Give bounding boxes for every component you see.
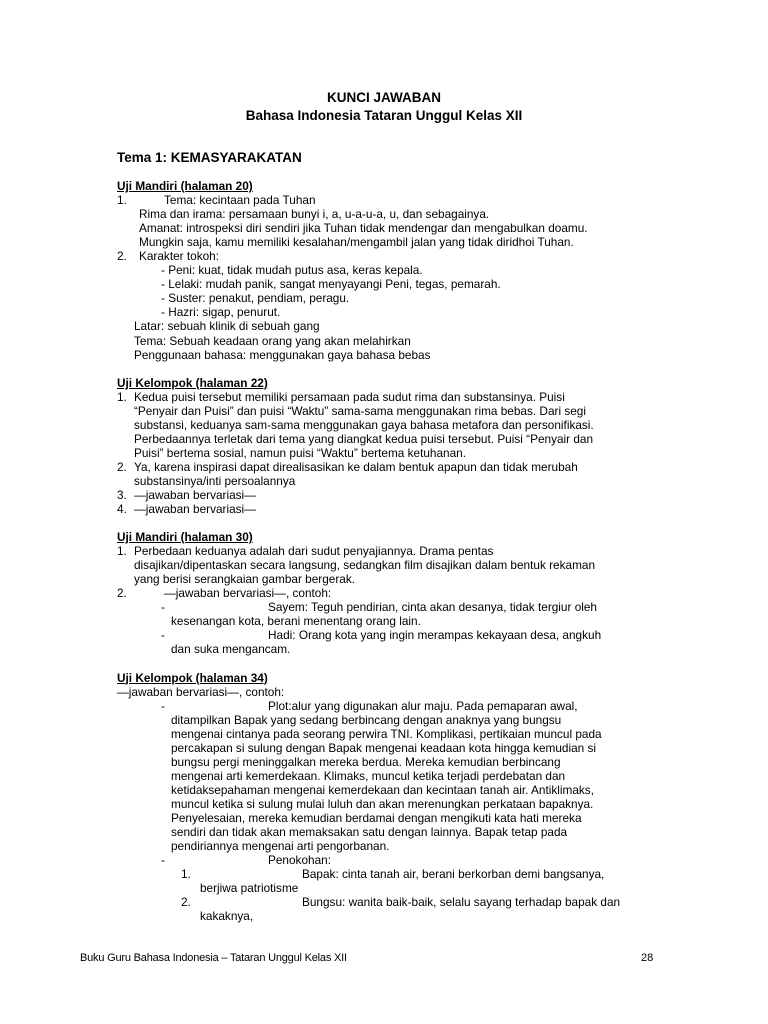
footer-book-title: Buku Guru Bahasa Indonesia – Tataran Unggul Kelas XII bbox=[80, 952, 347, 964]
text-line: Latar: sebuah klinik di sebuah gang bbox=[134, 319, 320, 334]
text-line: disajikan/dipentaskan secara langsung, sedangkan film disajikan dalam bentuk rekaman bbox=[134, 558, 596, 573]
text-line: “Penyair dan Puisi” dan puisi “Waktu” sama-sama menggunakan rima bebas. Dari segi bbox=[134, 403, 586, 418]
text-span: Karakter tokoh: bbox=[139, 249, 219, 264]
section-heading: Uji Kelompok (halaman 34) bbox=[117, 670, 268, 685]
text-line: mengenai arti kemerdekaan. Klimaks, muncul ketika terjadi perdebatan dan bbox=[171, 768, 566, 783]
section-heading: Uji Mandiri (halaman 20) bbox=[117, 179, 253, 193]
text-line: ditampilkan Bapak yang sedang berbincang dengan anaknya yang bungsu bbox=[171, 712, 562, 727]
section-heading: Uji Kelompok (halaman 22) bbox=[117, 375, 268, 390]
text-line: Mungkin saja, kamu memiliki kesalahan/mengambil jalan yang tidak diridhoi Tuhan. bbox=[139, 235, 574, 250]
text-line: yang berisi serangkaian gambar bergerak. bbox=[134, 572, 355, 587]
text-line: substansinya/inti persoalannya bbox=[134, 473, 296, 488]
text-line: —jawaban bervariasi—, contoh: bbox=[117, 684, 285, 699]
text-line: - Suster: penakut, pendiam, peragu. bbox=[161, 291, 350, 306]
text-span: Ya, karena inspirasi dapat direalisasikan ke dalam bentuk apapun dan tidak merubah bbox=[134, 459, 578, 474]
text-span: Kedua puisi tersebut memiliki persamaan pada sudut rima dan substansinya. Puisi bbox=[134, 389, 565, 404]
document-body bbox=[117, 179, 677, 923]
text-line bbox=[117, 460, 677, 474]
text-line bbox=[117, 502, 677, 516]
list-dash: - bbox=[161, 853, 165, 868]
text-line: percakapan si sulung dengan Bapak mengenai keadaan kota hingga kemudian si bbox=[171, 740, 596, 755]
list-number: 2. bbox=[181, 895, 191, 910]
list-dash: - bbox=[161, 628, 165, 643]
section-heading: Uji Mandiri (halaman 30) bbox=[117, 530, 253, 545]
text-line: muncul ketika si sulung mulai luluh dan akan merenungkan perkataan bapaknya. bbox=[171, 796, 594, 811]
text-line: Puisi” bertema sosial, namun puisi “Waktu” bertema ketuhanan. bbox=[134, 445, 466, 460]
list-number: 2. bbox=[117, 249, 127, 264]
list-number: 3. bbox=[117, 487, 127, 502]
list-number: 1. bbox=[181, 867, 191, 882]
document-title: KUNCI JAWABAN bbox=[326, 90, 441, 105]
text-span: —jawaban bervariasi— bbox=[134, 487, 256, 502]
text-span: Bungsu: wanita baik-baik, selalu sayang terhadap bapak dan bbox=[302, 895, 621, 910]
text-line: - Peni: kuat, tidak mudah putus asa, keras kepala. bbox=[161, 263, 423, 278]
text-line bbox=[117, 895, 677, 909]
text-line: pendiriannya mengenai arti pengorbanan. bbox=[171, 839, 390, 854]
text-line: sendiri dan tidak akan memaksakan satu dengan lainnya. Bapak tetap pada bbox=[171, 825, 568, 840]
text-line: Penyelesaian, mereka kemudian berdamai dengan mengikuti kata hati mereka bbox=[171, 810, 582, 825]
document-subtitle: Bahasa Indonesia Tataran Unggul Kelas XII bbox=[245, 108, 523, 123]
text-line: bungsu pergi meninggalkan mereka berdua. Mereka kemudian berbincang bbox=[171, 754, 561, 769]
list-number: 1. bbox=[117, 544, 127, 559]
text-span: Penokohan: bbox=[268, 853, 331, 868]
text-line bbox=[117, 544, 677, 558]
text-line: Rima dan irama: persamaan bunyi i, a, u-a-u-a, u, dan sebagainya. bbox=[139, 207, 490, 222]
text-line bbox=[117, 853, 677, 867]
list-number: 2. bbox=[117, 459, 127, 474]
text-span: Hadi: Orang kota yang ingin merampas kekayaan desa, angkuh bbox=[268, 628, 602, 643]
text-line: mengenai cintanya pada seorang perwira TNI. Komplikasi, pertikaian muncul pada bbox=[171, 726, 602, 741]
text-line: - Lelaki: mudah panik, sangat menyayangi Peni, tegas, pemarah. bbox=[161, 277, 501, 292]
text-line: - Hazri: sigap, penurut. bbox=[161, 305, 281, 320]
text-line: dan suka mengancam. bbox=[171, 642, 291, 657]
text-line: berjiwa patriotisme bbox=[200, 881, 299, 896]
list-number: 1. bbox=[117, 193, 127, 208]
text-line: kakaknya, bbox=[200, 909, 254, 924]
text-span: Plot:alur yang digunakan alur maju. Pada pemaparan awal, bbox=[268, 698, 578, 713]
text-line: ketidaksepahaman mengenai kemerdekaan dan kecintaan tanah air. Antiklimaks, bbox=[171, 782, 594, 797]
list-dash: - bbox=[161, 600, 165, 615]
text-line bbox=[117, 586, 677, 600]
text-line bbox=[117, 193, 677, 207]
text-span: Tema: kecintaan pada Tuhan bbox=[164, 193, 316, 208]
text-line: Tema: Sebuah keadaan orang yang akan melahirkan bbox=[134, 333, 411, 348]
text-line bbox=[117, 867, 677, 881]
text-line: Amanat: introspeksi diri sendiri jika Tuhan tidak mendengar dan mengabulkan doamu. bbox=[139, 221, 588, 236]
text-span: Perbedaan keduanya adalah dari sudut penyajiannya. Drama pentas bbox=[134, 544, 494, 559]
list-number: 2. bbox=[117, 586, 127, 601]
text-span: —jawaban bervariasi—, contoh: bbox=[164, 586, 332, 601]
text-line: Perbedaannya terletak dari tema yang diangkat kedua puisi tersebut. Puisi “Penyair dan bbox=[134, 431, 594, 446]
text-line: Penggunaan bahasa: menggunakan gaya bahasa bebas bbox=[134, 347, 431, 362]
theme-heading: Tema 1: KEMASYARAKATAN bbox=[117, 150, 302, 165]
text-line bbox=[117, 488, 677, 502]
list-dash: - bbox=[161, 698, 165, 713]
text-line bbox=[117, 249, 677, 263]
list-number: 1. bbox=[117, 389, 127, 404]
text-span: Sayem: Teguh pendirian, cinta akan desanya, tidak tergiur oleh bbox=[268, 600, 597, 615]
text-span: Bapak: cinta tanah air, berani berkorban demi bangsanya, bbox=[302, 867, 605, 882]
text-line bbox=[117, 390, 677, 404]
text-line bbox=[117, 600, 677, 614]
text-span: —jawaban bervariasi— bbox=[134, 502, 256, 517]
text-line: substansi, keduanya sam-sama menggunakan gaya bahasa metafora dan personifikasi. bbox=[134, 417, 594, 432]
text-line: kesenangan kota, berani menentang orang lain. bbox=[171, 614, 421, 629]
list-number: 4. bbox=[117, 502, 127, 517]
text-line bbox=[117, 699, 677, 713]
footer-page-number: 28 bbox=[641, 952, 654, 964]
text-line bbox=[117, 628, 677, 642]
